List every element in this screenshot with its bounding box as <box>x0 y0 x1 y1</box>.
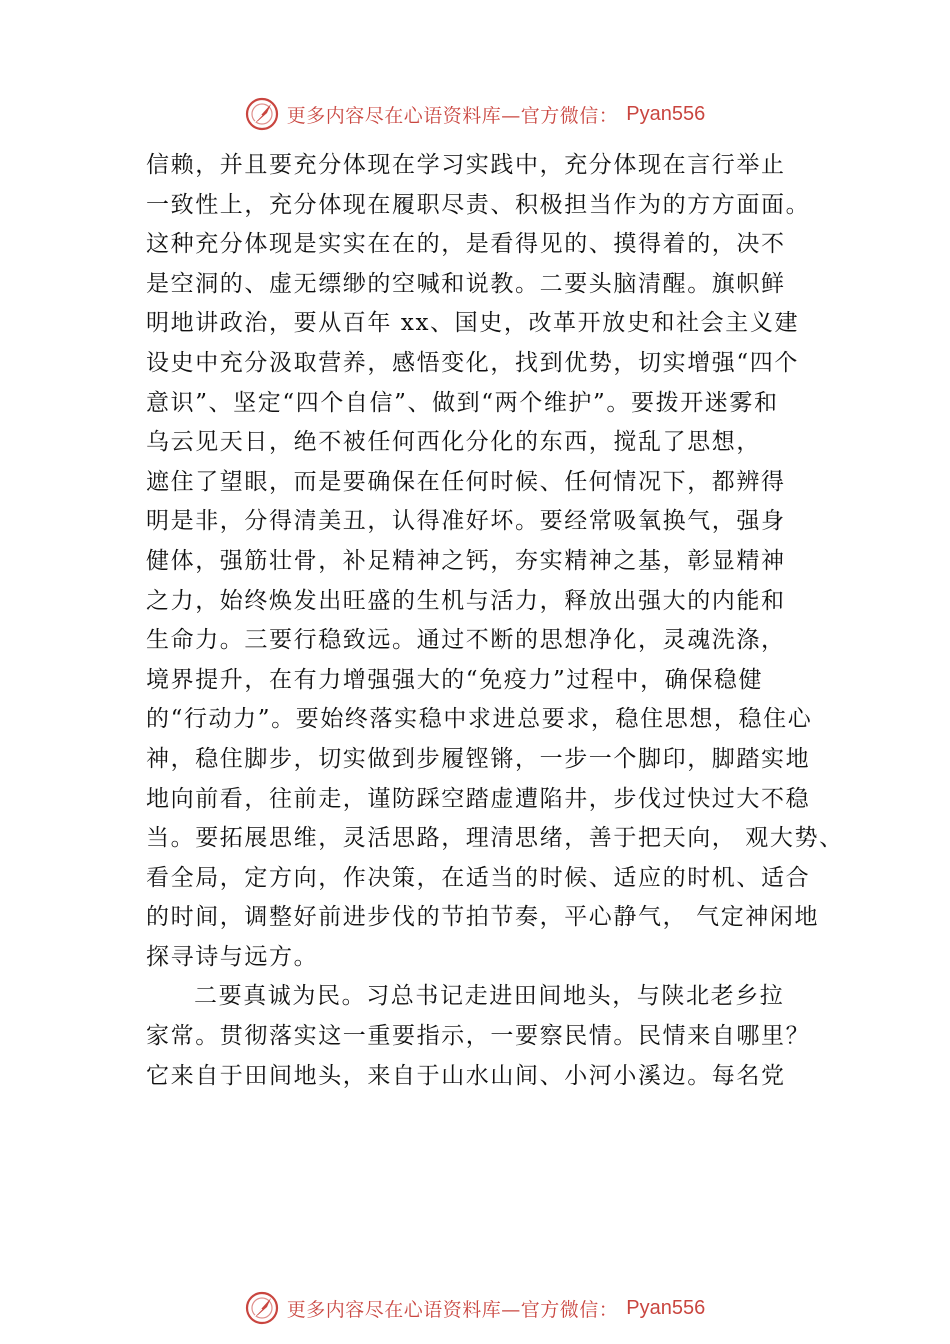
banner-text: 更多内容尽在心语资料库—官方微信： <box>286 104 619 127</box>
text-line: 生命力。三要行稳致远。通过不断的思想净化，灵魂洗涤， <box>146 627 786 654</box>
text-line: 明是非，分得清美丑，认得准好坏。要经常吸氧换气，强身 <box>146 508 786 535</box>
footer-banner <box>0 1288 950 1328</box>
text-line: 探寻诗与远方。 <box>146 943 319 970</box>
header-banner <box>0 94 950 134</box>
text-line: 家常。贯彻落实这一重要指示，一要察民情。民情来自哪里？ <box>146 1023 811 1050</box>
paragraph-start-line: 二要真诚为民。习总书记走进田间地头，与陕北老乡拉 <box>194 983 785 1010</box>
document-body <box>146 146 844 1096</box>
text-line: 信赖，并且要充分体现在学习实践中，充分体现在言行举止 <box>146 152 786 178</box>
text-line: 神，稳住脚步，切实做到步履铿锵，一步一个脚印，脚踏实地 <box>146 745 811 772</box>
text-line: 地向前看，往前走，谨防踩空踏虚遭陷井，步伐过快过大不稳 <box>146 785 811 812</box>
text-line: 看全局，定方向，作决策，在适当的时候、适应的时机、适合 <box>146 864 811 891</box>
text-line: 明地讲政治，要从百年 xx、国史，改革开放史和社会主义建 <box>146 310 800 337</box>
text-line: 健体，强筋壮骨，补足精神之钙，夯实精神之基，彰显精神 <box>146 547 786 574</box>
text-line: 的时间，调整好前进步伐的节拍节奏，平心静气， 气定神闲地 <box>146 904 820 931</box>
text-line: 乌云见天日，绝不被任何西化分化的东西，搅乱了思想， <box>146 429 761 456</box>
banner-text: 更多内容尽在心语资料库—官方微信： <box>286 1298 619 1321</box>
wechat-id: Pyan556 <box>626 102 706 125</box>
text-line: 它来自于田间地头，来自于山水山间、小河小溪边。每名党 <box>146 1062 786 1089</box>
wechat-id: Pyan556 <box>626 1296 706 1319</box>
quill-logo-icon <box>245 1291 279 1325</box>
text-line: 设史中充分汲取营养，感悟变化，找到优势，切实增强“四个 <box>146 349 799 376</box>
quill-logo-icon <box>245 97 279 131</box>
text-line: 境界提升，在有力增强强大的“免疫力”过程中，确保稳健 <box>146 666 764 693</box>
text-line: 这种充分体现是实实在在的，是看得见的、摸得着的，决不 <box>146 231 786 258</box>
text-line: 意识”、坚定“四个自信”、做到“两个维护”。要拨开迷雾和 <box>146 389 779 416</box>
text-line: 一致性上，充分体现在履职尽责、积极担当作为的方方面面。 <box>146 191 811 218</box>
text-line: 之力，始终焕发出旺盛的生机与活力，释放出强大的内能和 <box>146 587 786 614</box>
text-line: 当。要拓展思维，灵活思路，理清思绪，善于把天向， 观大势、 <box>146 825 844 852</box>
text-line: 的“行动力”。要始终落实稳中求进总要求，稳住思想，稳住心 <box>146 706 813 733</box>
text-line: 遮住了望眼，而是要确保在任何时候、任何情况下，都辨得 <box>146 468 786 495</box>
text-line: 是空洞的、虚无缥缈的空喊和说教。二要头脑清醒。旗帜鲜 <box>146 270 786 297</box>
